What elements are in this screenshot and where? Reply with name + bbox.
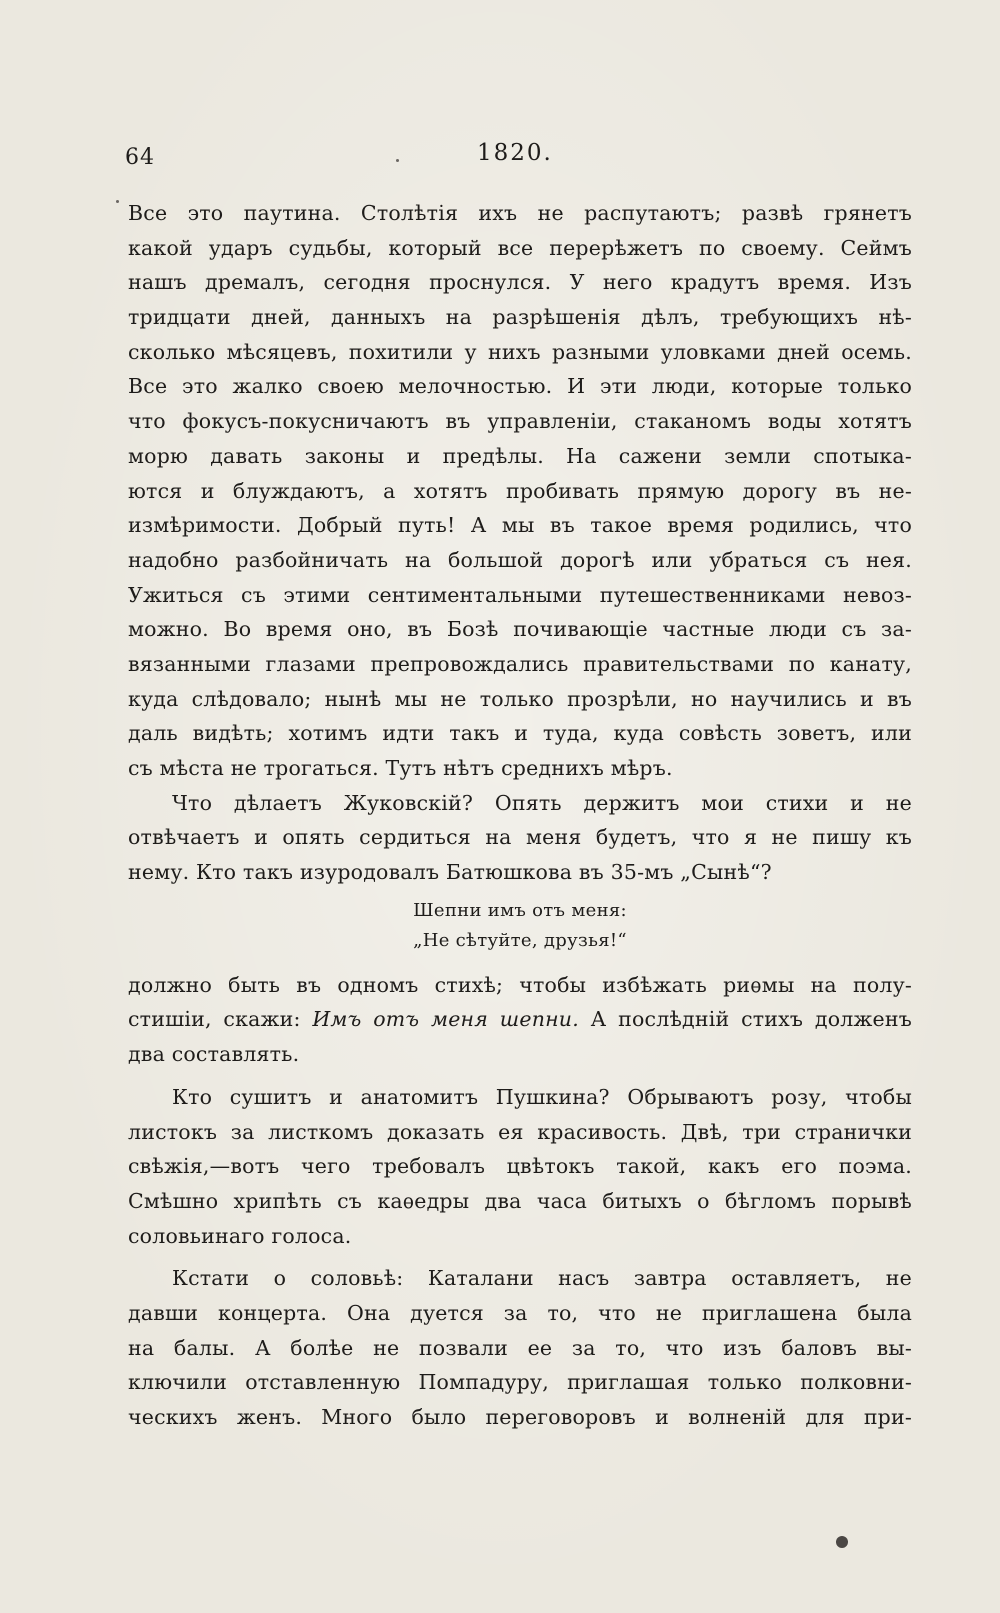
running-head-year: 1820.	[477, 140, 553, 166]
ink-dot	[396, 159, 399, 162]
text-fragment: А послѣдній стихъ долженъ	[578, 1007, 912, 1032]
text-line: давши концерта. Она дуется за то, что не приглашена была	[128, 1300, 912, 1325]
text-line: Что дѣлаетъ Жуковскій? Опять держитъ мои стихи и не	[172, 790, 912, 815]
quote-line: Шепни имъ отъ меня:	[413, 899, 627, 921]
text-line: измѣримости. Добрый путь! А мы въ такое время родились, что	[128, 513, 912, 538]
text-line: надобно разбойничать на большой дорогѣ или убраться съ нея.	[128, 547, 912, 572]
text-line: ческихъ женъ. Много было переговоровъ и волненій для при-	[128, 1405, 912, 1429]
quote-line: „Не сѣтуйте, друзья!“	[413, 929, 627, 951]
page-number: 64	[125, 145, 155, 170]
text-line: ключили отставленную Помпадуру, приглашая только полковни-	[128, 1370, 912, 1395]
text-fragment: стишіи, скажи:	[128, 1007, 313, 1032]
text-line: Все это паутина. Столѣтія ихъ не распутаютъ; развѣ грянетъ	[128, 201, 912, 225]
text-line: ются и блуждаютъ, а хотятъ пробивать прямую дорогу въ не-	[128, 478, 912, 503]
verse-quote	[128, 896, 912, 956]
text-line: соловьинаго голоса.	[128, 1223, 352, 1248]
text-line: куда слѣдовало; нынѣ мы не только прозрѣли, но научились и въ	[128, 686, 912, 711]
text-line: тридцати дней, данныхъ на разрѣшенія дѣлъ, требующихъ нѣ-	[128, 305, 912, 330]
text-line: какой ударъ судьбы, который все перерѣжетъ по своему. Сеймъ	[128, 235, 912, 260]
text-line: должно быть въ одномъ стихѣ; чтобы избѣжать риѳмы на полу-	[128, 972, 912, 997]
paragraph-3	[128, 968, 912, 1072]
ink-speck	[836, 1536, 848, 1548]
text-line: сколько мѣсяцевъ, похитили у нихъ разными уловками дней осемь.	[128, 339, 912, 364]
ink-dot	[116, 200, 119, 203]
text-line-with-italic	[128, 1002, 912, 1037]
text-line: листокъ за листкомъ доказать ея красивость. Двѣ, три странички	[128, 1119, 912, 1144]
text-line: на балы. А болѣе не позвали ее за то, что изъ баловъ вы-	[128, 1335, 912, 1360]
text-line: даль видѣть; хотимъ идти такъ и туда, куда совѣсть зоветъ, или	[128, 721, 912, 746]
page-header	[125, 140, 915, 180]
text-line: свѣжія,—вотъ чего требовалъ цвѣтокъ такой, какъ его поэма.	[128, 1154, 912, 1179]
text-line: Ужиться съ этими сентиментальными путешественниками невоз-	[128, 582, 912, 607]
paragraph-4	[128, 1080, 912, 1253]
text-line: что фокусъ-покусничаютъ въ управленіи, стаканомъ воды хотятъ	[128, 409, 912, 434]
italic-phrase: Имъ отъ меня шепни.	[312, 1007, 579, 1032]
text-line: Все это жалко своею мелочностью. И эти люди, которые только	[128, 374, 912, 399]
text-line: можно. Во время оно, въ Бозѣ почивающіе частные люди съ за-	[128, 617, 912, 642]
text-line: морю давать законы и предѣлы. На сажени земли спотыка-	[128, 443, 912, 468]
text-line: нему. Кто такъ изуродовалъ Батюшкова въ 35-мъ „Сынѣ“?	[128, 860, 772, 885]
text-line: Кстати о соловьѣ: Каталани насъ завтра оставляетъ, не	[172, 1266, 912, 1291]
paragraph-1	[128, 196, 912, 786]
paragraph-2	[128, 786, 912, 890]
text-line: отвѣчаетъ и опять сердиться на меня будетъ, что я не пишу къ	[128, 825, 912, 850]
paragraph-5	[128, 1261, 912, 1434]
body-text	[128, 196, 912, 1435]
text-line: Кто сушитъ и анатомитъ Пушкина? Обрываютъ розу, чтобы	[172, 1084, 912, 1109]
text-line: Смѣшно хрипѣть съ каѳедры два часа битыхъ о бѣгломъ порывѣ	[128, 1188, 912, 1213]
text-line: два составлять.	[128, 1042, 300, 1067]
text-line: съ мѣста не трогаться. Тутъ нѣтъ среднихъ мѣръ.	[128, 756, 673, 780]
text-line: нашъ дремалъ, сегодня проснулся. У него крадутъ время. Изъ	[128, 270, 912, 295]
text-line: вязанными глазами препровождались правительствами по канату,	[128, 651, 912, 676]
